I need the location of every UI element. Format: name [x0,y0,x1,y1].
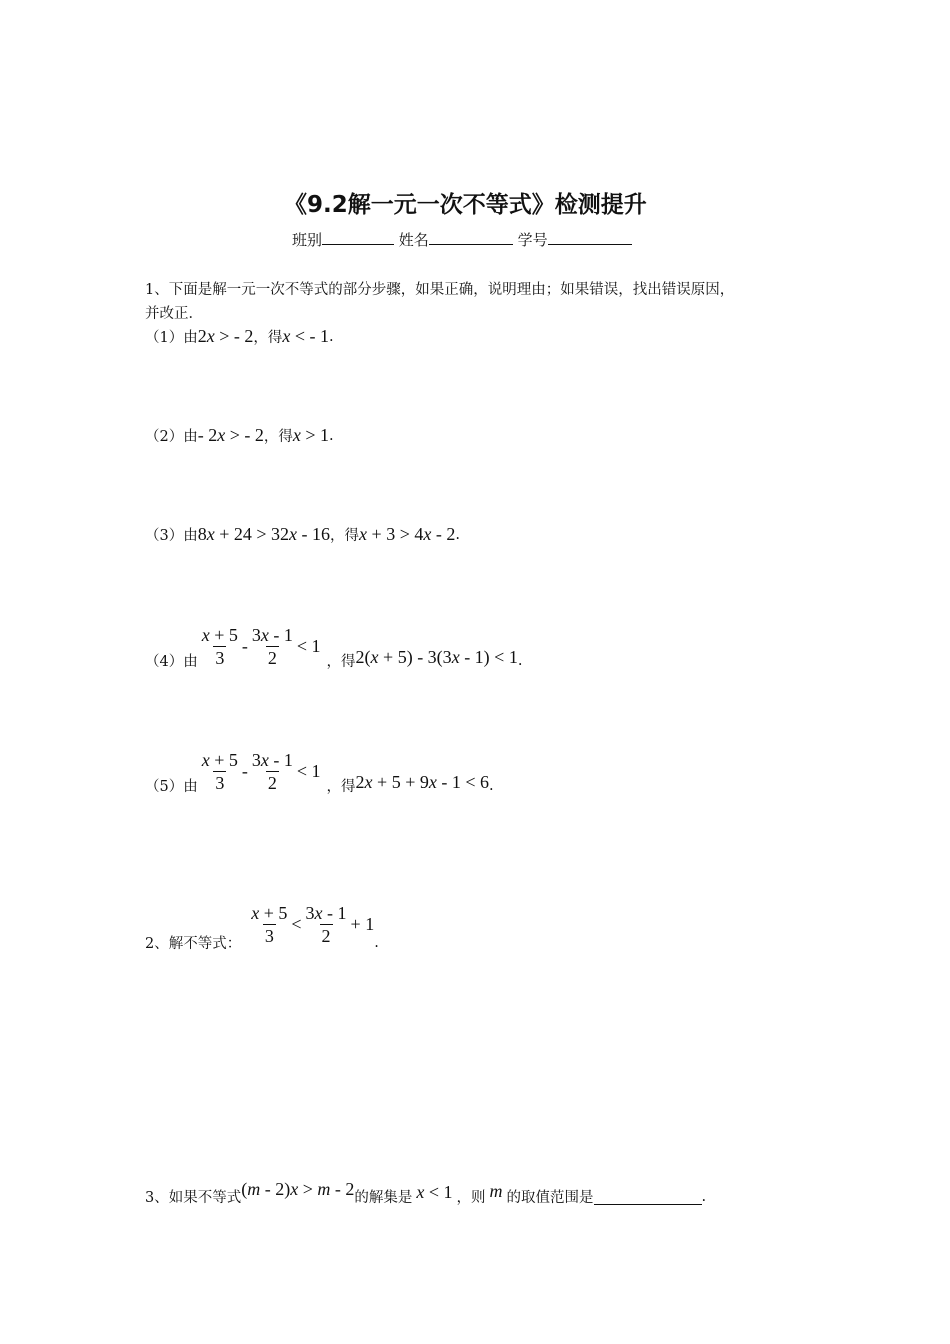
question-1-stem-line-2: 并改正． [145,306,203,322]
item-4-connector: ，得 [326,654,356,670]
question-3-part-4: 的取值范围是 [506,1190,594,1206]
item-2-given-expression: - 2x > - 2 [197,425,264,445]
item-5-given-expression: $\frac{x + 5}{3}$ - $\frac{3x - 1}{2}$ < 1 [201,750,321,793]
student-id-label: 学号 [517,231,548,249]
item-5-result-expression: 2x + 5 + 9x - 1 < 6 [355,772,490,792]
question-3-end: . [701,1188,707,1205]
question-1-item-5 [145,747,494,796]
item-1-end: . [329,328,334,345]
question-3-part-1: 3、如果不等式 [145,1190,242,1206]
item-2-end: . [329,427,334,444]
item-1-connector: ，得 [253,330,283,346]
item-3-connector: ，得 [330,528,360,544]
question-1-item-2 [145,425,334,446]
question-1-item-1 [145,326,334,347]
question-1-stem-line-1: 1、下面是解一元一次不等式的部分步骤，如果正确，说明理由；如果错误，找出错误原因， [145,282,735,298]
student-id-blank[interactable] [548,228,632,245]
question-3-solution-set: x < 1 [416,1182,453,1202]
item-2-connector: ，得 [263,429,293,445]
question-3-answer-blank[interactable] [594,1188,702,1205]
question-2 [145,896,379,953]
question-2-end: . [374,934,379,951]
item-5-connector: ，得 [326,779,356,795]
class-label: 班别 [292,231,323,249]
name-label: 姓名 [398,231,429,249]
question-2-label: 2、解不等式： [145,936,242,952]
item-4-label: （4）由 [145,654,198,670]
item-3-label: （3）由 [145,528,198,544]
item-3-end: . [455,526,460,543]
item-2-result-expression: x > 1 [292,425,330,445]
student-info-line [292,228,632,250]
question-3-part-3: ，则 [456,1190,486,1206]
item-4-end: . [517,652,523,669]
item-4-result-expression: 2(x + 5) - 3(3x - 1) < 1 [355,647,518,667]
question-3-part-2: 的解集是 [354,1190,413,1206]
page-title: 《9.2解一元一次不等式》检测提升 [284,192,647,218]
question-1-item-4 [145,622,522,671]
question-3-inequality: (m - 2)x > m - 2 [241,1179,355,1199]
class-blank[interactable] [322,228,394,245]
name-blank[interactable] [429,228,513,245]
item-1-label: （1）由 [145,330,198,346]
question-3 [145,1176,706,1207]
question-1-item-3 [145,524,460,545]
question-3-variable-m: m [489,1181,503,1201]
item-3-given-expression: 8x + 24 > 32x - 16 [197,524,331,544]
item-1-given-expression: 2x > - 2 [197,326,254,346]
question-2-inequality: $\frac{x + 5}{3}$ < $\frac{3x - 1}{2}$ + 1 [251,903,375,946]
item-2-label: （2）由 [145,429,198,445]
item-1-result-expression: x < - 1 [282,326,330,346]
item-5-label: （5）由 [145,779,198,795]
item-4-given-expression: $\frac{x + 5}{3}$ - $\frac{3x - 1}{2}$ < 1 [201,625,321,668]
item-3-result-expression: x + 3 > 4x - 2 [359,524,456,544]
item-5-end: . [489,777,494,794]
